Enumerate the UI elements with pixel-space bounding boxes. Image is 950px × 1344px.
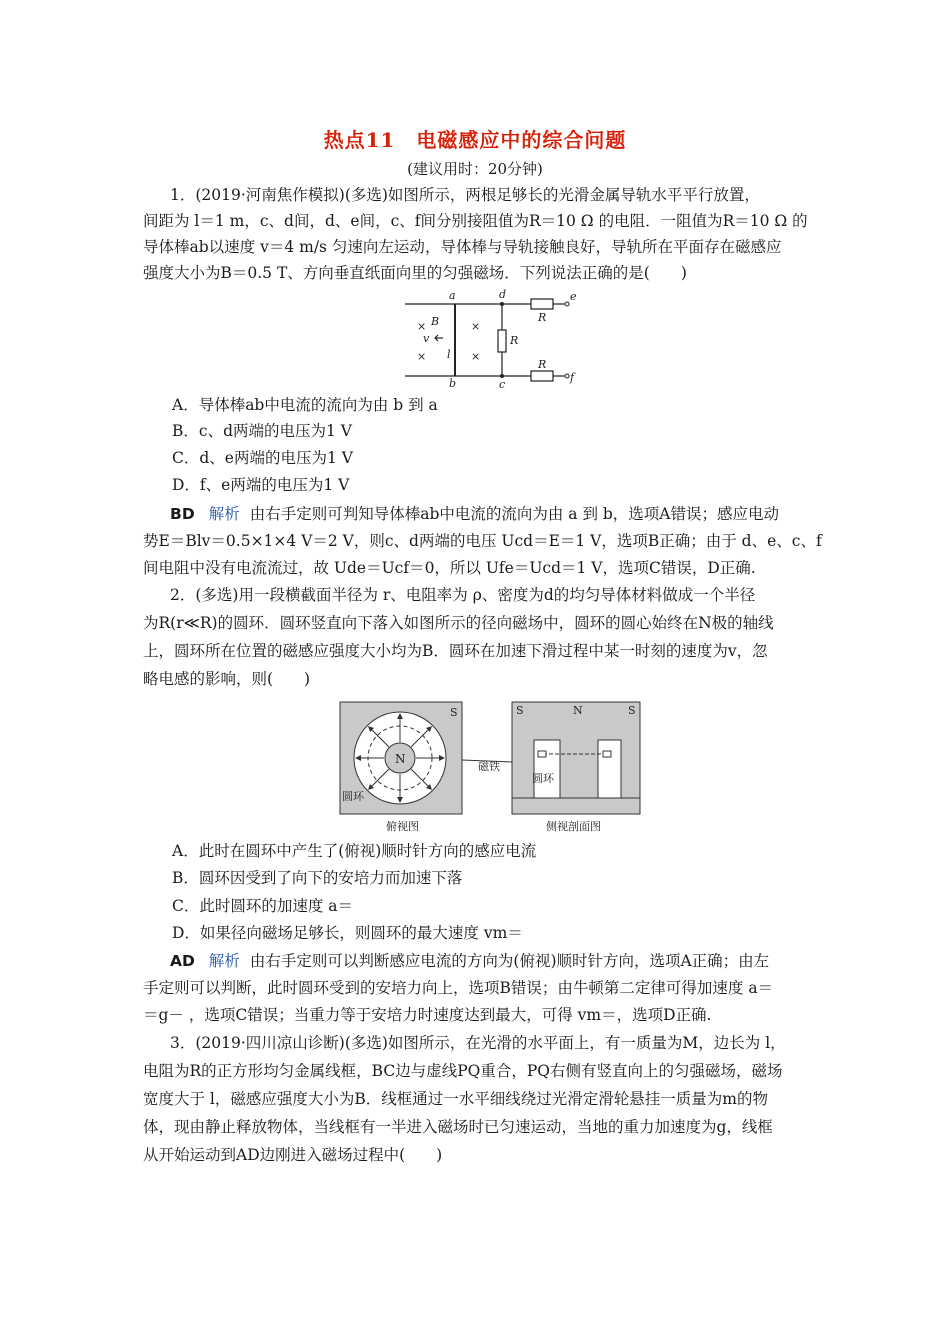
label-R-bottom: R <box>538 358 547 371</box>
label-s-left: S <box>516 704 524 717</box>
q2-line: 为R(r≪R)的圆环．圆环竖直向下落入如图所示的径向磁场中，圆环的圆心始终在N极的轴线 <box>143 614 774 632</box>
q2-line: 2．(多选)用一段横截面半径为 r、电阻率为 ρ、密度为d的均匀导体材料做成一个半径 <box>170 586 756 604</box>
q1-analysis-line: 势E＝Blv＝0.5×1×4 V＝2 V，则c、d两端的电压 Ucd＝E＝1 V，选项B正确；由于 d、e、c、f <box>143 532 822 550</box>
q3-line: 体，现由静止释放物体，当线框有一半进入磁场时已匀速运动，当地的重力加速度为g，线框 <box>143 1118 773 1136</box>
label-R-top: R <box>538 311 547 324</box>
label-B: B <box>431 315 440 328</box>
label-d: d <box>499 288 507 301</box>
label-e: e <box>570 290 577 303</box>
q1-line: 导体棒ab以速度 v＝4 m/s 匀速向左运动，导体棒与导轨接触良好，导轨所在平面存在磁感应 <box>143 238 782 256</box>
q2-answer: AD <box>170 952 195 970</box>
label-a: a <box>449 289 456 302</box>
label-b: b <box>449 377 457 390</box>
q2-analysis-label: 解析 <box>208 952 240 970</box>
top-view-caption: 俯视图 <box>386 820 419 833</box>
q1-analysis-text: 由右手定则可判知导体棒ab中电流的流向为由 a 到 b，选项A错误；感应电动 <box>249 505 780 523</box>
q1-analysis-line: 间电阻中没有电流流过，故 Ude＝Ucf＝0，所以 Ufe＝Ucd＝1 V，选项C错误，D正确. <box>143 559 756 577</box>
q2-option-b: B．圆环因受到了向下的安培力而加速下落 <box>172 869 463 887</box>
label-s-top: S <box>450 706 458 719</box>
q1-option-c: C．d、e两端的电压为1 V <box>172 449 353 467</box>
q3-line: 3．(2019·四川凉山诊断)(多选)如图所示，在光滑的水平面上，有一质量为M，边长为 l， <box>170 1034 786 1052</box>
q2-line: 略电感的影响，则( ) <box>143 670 311 688</box>
field-cross: × <box>417 350 427 363</box>
label-c: c <box>499 378 506 390</box>
q2-option-a: A．此时在圆环中产生了(俯视)顺时针方向的感应电流 <box>172 842 537 860</box>
field-cross: × <box>471 320 481 333</box>
label-n-side: N <box>573 704 583 717</box>
field-cross: × <box>417 320 427 333</box>
q1-circuit-figure <box>395 288 595 390</box>
q2-option-d: D．如果径向磁场足够长，则圆环的最大速度 vm＝ <box>172 924 523 942</box>
side-view-caption: 侧视剖面图 <box>546 820 601 833</box>
field-cross: × <box>471 350 481 363</box>
q3-line: 从开始运动到AD边刚进入磁场过程中( ) <box>143 1146 443 1164</box>
label-ring-side: 圆环 <box>532 772 554 785</box>
q1-line: 1．(2019·河南焦作模拟)(多选)如图所示，两根足够长的光滑金属导轨水平平行放置， <box>170 186 760 204</box>
q1-answer: BD <box>170 505 195 523</box>
label-s-right: S <box>628 704 636 717</box>
label-n-top: N <box>395 752 406 766</box>
q1-option-a: A．导体棒ab中电流的流向为由 b 到 a <box>172 396 438 414</box>
page-title: 热点11 电磁感应中的综合问题 <box>323 128 627 152</box>
q1-analysis-label: 解析 <box>208 505 240 523</box>
q2-line: 上，圆环所在位置的磁感应强度大小均为B．圆环在加速下滑过程中某一时刻的速度为v，忽 <box>143 642 768 660</box>
q2-magnet-figure <box>338 700 648 838</box>
q2-analysis-line <box>170 950 813 972</box>
label-v: v <box>423 332 430 345</box>
q2-option-c: C．此时圆环的加速度 a＝ <box>172 897 354 915</box>
q3-line: 电阻为R的正方形均匀金属线框，BC边与虚线PQ重合，PQ右侧有竖直向上的匀强磁场，磁场 <box>143 1062 783 1080</box>
q1-analysis-line <box>170 503 813 525</box>
label-ring-top: 圆环 <box>342 790 364 803</box>
label-R-middle: R <box>510 334 519 347</box>
q1-option-d: D．f、e两端的电压为1 V <box>172 476 350 494</box>
q3-line: 宽度大于 l，磁感应强度大小为B．线框通过一水平细线绕过光滑定滑轮悬挂一质量为m的物 <box>143 1090 768 1108</box>
q1-line: 间距为 l＝1 m，c、d间，d、e间，c、f间分别接阻值为R＝10 Ω 的电阻．一阻值为R＝10 Ω 的 <box>143 212 808 230</box>
label-f: f <box>570 371 575 384</box>
page-subtitle: (建议用时：20分钟) <box>407 160 543 178</box>
q1-option-b: B．c、d两端的电压为1 V <box>172 422 352 440</box>
q1-line: 强度大小为B＝0.5 T、方向垂直纸面向里的匀强磁场．下列说法正确的是( ) <box>143 264 687 282</box>
label-magnet: 磁铁 <box>478 760 500 773</box>
q2-analysis-line: ＝g－ ，选项C错误；当重力等于安培力时速度达到最大，可得 vm＝，选项D正确. <box>143 1006 712 1024</box>
label-l: l <box>447 348 451 361</box>
q2-analysis-text: 由右手定则可以判断感应电流的方向为(俯视)顺时针方向，选项A正确；由左 <box>249 952 770 970</box>
q2-analysis-line: 手定则可以判断，此时圆环受到的安培力向上，选项B错误；由牛顿第二定律可得加速度 a＝ <box>143 979 774 997</box>
